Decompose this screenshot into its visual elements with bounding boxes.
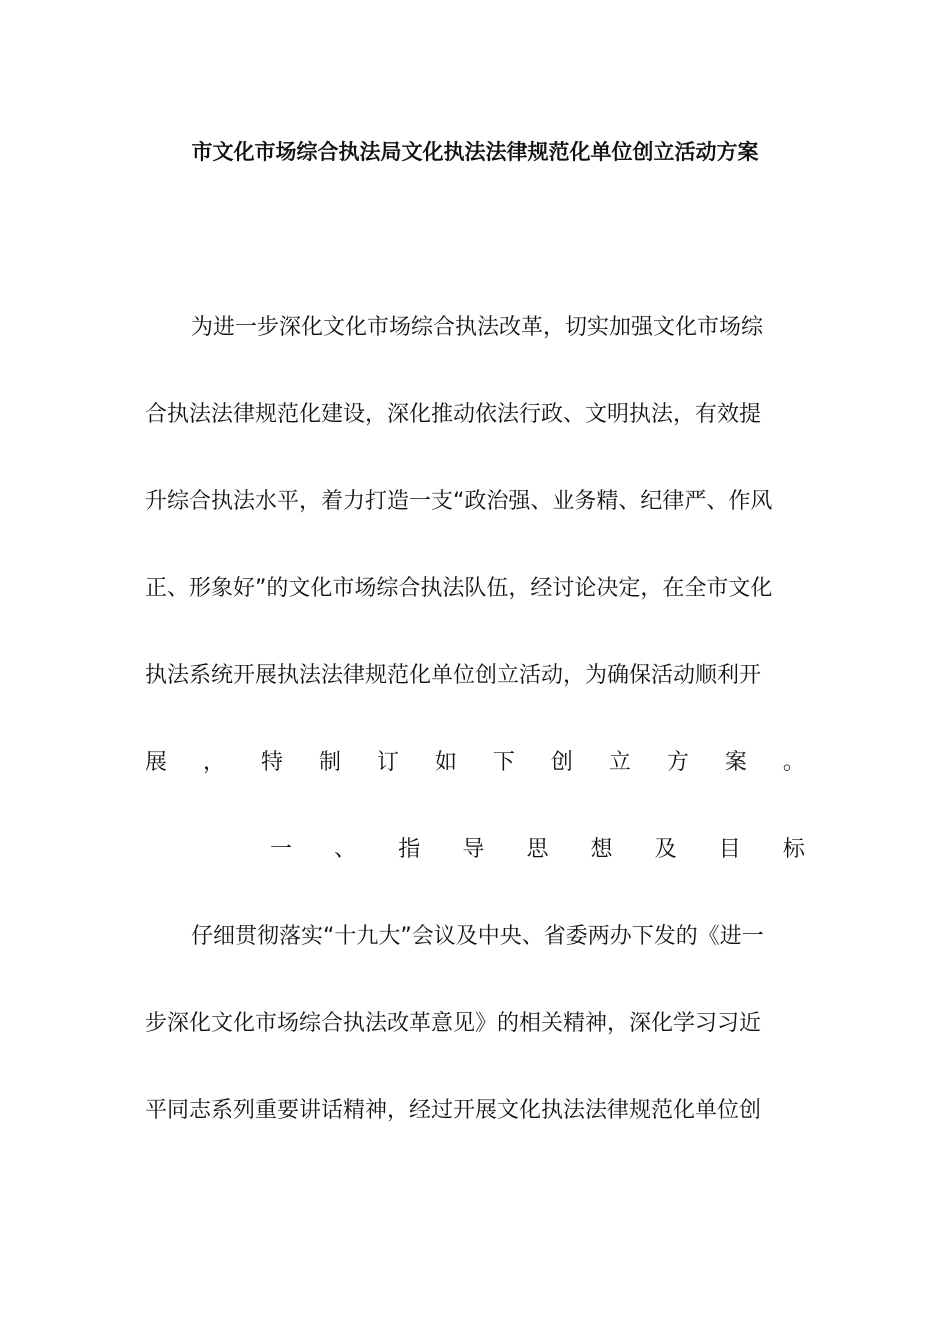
paragraph-line: 执法系统开展执法法律规范化单位创立活动，为确保活动顺利开 [145, 663, 762, 688]
justified-char: 制 [318, 750, 341, 775]
paragraph-line: 为进一步深化文化市场综合执法改革，切实加强文化市场综 [191, 315, 764, 340]
heading-char: 指 [398, 837, 421, 862]
justified-char: 下 [492, 750, 515, 775]
paragraph-line: 步深化文化市场综合执法改革意见》的相关精神，深化学习习近 [145, 1011, 762, 1036]
heading-char: 、 [334, 837, 357, 862]
heading-char: 导 [462, 837, 485, 862]
justified-char: 案 [724, 750, 747, 775]
justified-char: 。 [782, 750, 805, 775]
section-heading [270, 832, 805, 868]
justified-char: ， [202, 750, 225, 775]
heading-char: 目 [718, 837, 741, 862]
justified-char: 如 [434, 750, 457, 775]
paragraph-line: 平同志系列重要讲话精神，经过开展文化执法法律规范化单位创 [145, 1098, 762, 1123]
justified-char: 订 [376, 750, 399, 775]
heading-char: 想 [590, 837, 613, 862]
heading-char: 及 [654, 837, 677, 862]
heading-char: 思 [526, 837, 549, 862]
justified-char: 立 [608, 750, 631, 775]
paragraph-line: 合执法法律规范化建设，深化推动依法行政、文明执法，有效提 [145, 402, 762, 427]
document-title: 市文化市场综合执法局文化执法法律规范化单位创立活动方案 [191, 140, 759, 164]
paragraph-last-line [145, 745, 805, 781]
heading-char: 标 [782, 837, 805, 862]
justified-char: 创 [550, 750, 573, 775]
justified-char: 方 [666, 750, 689, 775]
paragraph-line: 正、形象好”的文化市场综合执法队伍，经讨论决定，在全市文化 [145, 576, 773, 601]
justified-char: 特 [260, 750, 283, 775]
justified-char: 展 [145, 750, 168, 775]
paragraph-line: 仔细贯彻落实“十九大”会议及中央、省委两办下发的《进一 [191, 924, 764, 949]
heading-char: 一 [270, 837, 293, 862]
paragraph-line: 升综合执法水平，着力打造一支“政治强、业务精、纪律严、作风 [145, 489, 773, 514]
